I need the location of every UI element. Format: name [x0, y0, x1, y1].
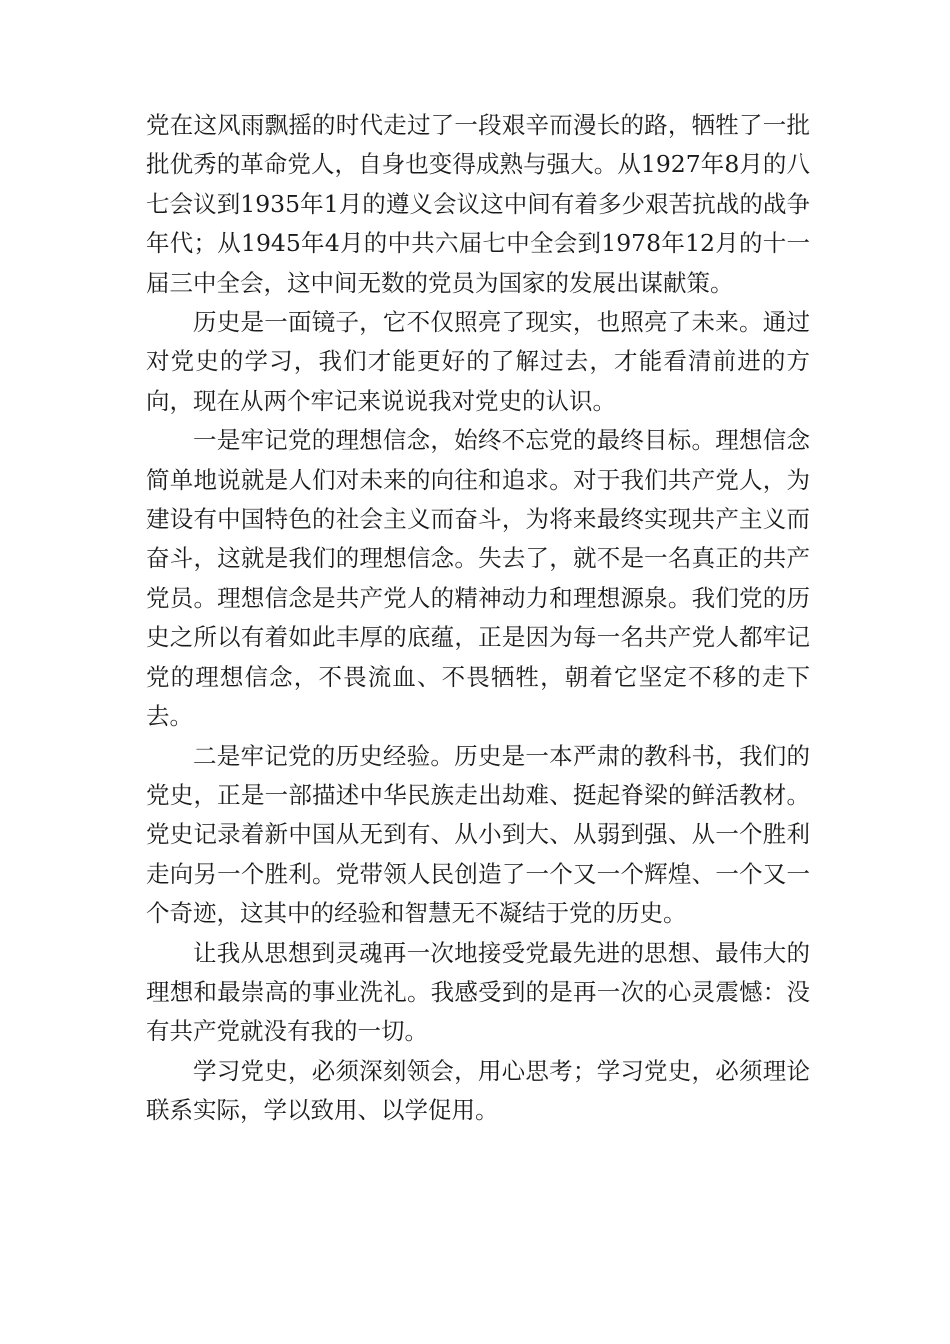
paragraph-1: 党在这风雨飘摇的时代走过了一段艰辛而漫长的路，牺牲了一批批优秀的革命党人，自身也变得成熟与强大。从1927年8月的八七会议到1935年1月的遵义会议这中间有着多少艰苦抗战的战争年代；从1945年4月的中共六届七中全会到1978年12月的十一届三中全会，这中间无数的党员为国家的发展出谋献策。 — [146, 111, 810, 297]
paragraph-6: 学习党史，必须深刻领会，用心思考；学习党史，必须理论联系实际，学以致用、以学促用。 — [146, 1056, 810, 1125]
paragraph-3: 一是牢记党的理想信念，始终不忘党的最终目标。理想信念简单地说就是人们对未来的向往和追求。对于我们共产党人，为建设有中国特色的社会主义而奋斗，为将来最终实现共产主义而奋斗，这就是我们的理想信念。失去了，就不是一名真正的共产党员。理想信念是共产党人的精神动力和理想源泉。我们党的历史之所以有着如此丰厚的底蕴，正是因为每一名共产党人都牢记党的理想信念，不畏流血、不畏牺牲，朝着它坚定不移的走下去。 — [146, 426, 810, 731]
paragraph-2: 历史是一面镜子，它不仅照亮了现实，也照亮了未来。通过对党史的学习，我们才能更好的了解过去，才能看清前进的方向，现在从两个牢记来说说我对党史的认识。 — [146, 308, 810, 415]
document-body — [146, 106, 810, 1131]
paragraph-5: 让我从思想到灵魂再一次地接受党最先进的思想、最伟大的理想和最崇高的事业洗礼。我感受到的是再一次的心灵震憾：没有共产党就没有我的一切。 — [146, 938, 810, 1046]
paragraph-4: 二是牢记党的历史经验。历史是一本严肃的教科书，我们的党史，正是一部描述中华民族走出劫难、挺起脊梁的鲜活教材。党史记录着新中国从无到有、从小到大、从弱到强、从一个胜利走向另一个胜利。党带领人民创造了一个又一个辉煌、一个又一个奇迹，这其中的经验和智慧无不凝结于党的历史。 — [146, 741, 810, 928]
